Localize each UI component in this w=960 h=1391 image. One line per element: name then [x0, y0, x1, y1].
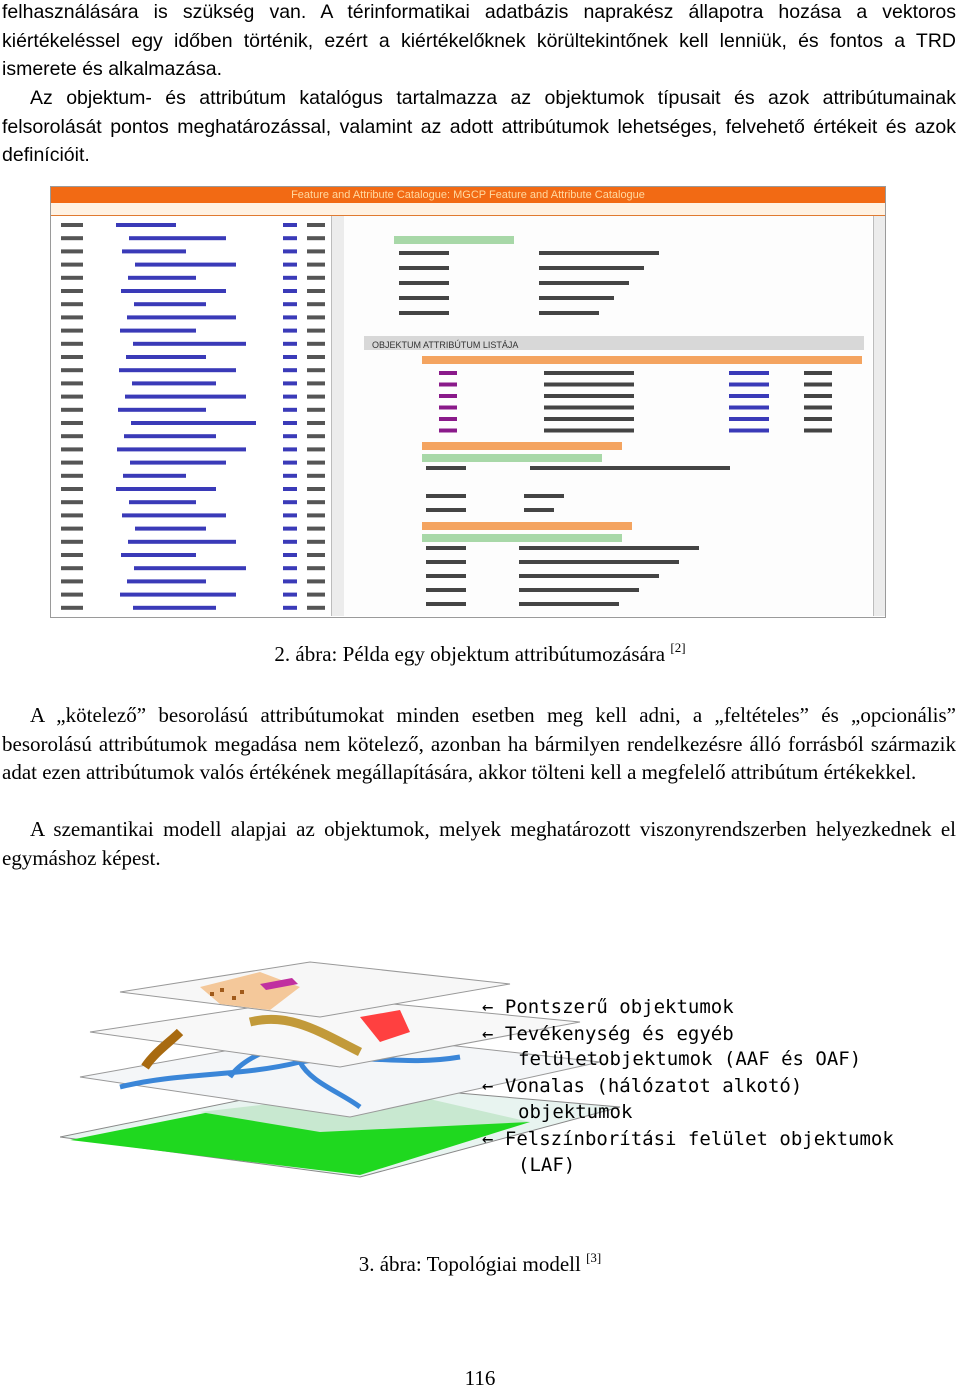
detail-label [426, 466, 466, 470]
catalogue-window-title: Feature and Attribute Catalogue: MGCP Feature and Attribute Catalogue [51, 187, 885, 203]
feature-list-row[interactable] [61, 527, 325, 531]
value-label [426, 546, 466, 550]
topology-labels [482, 996, 894, 1176]
attribute-row-unit [804, 383, 832, 387]
feature-list-row[interactable] [61, 500, 325, 504]
label-linear-objects-2: objektumok [518, 1101, 633, 1123]
detail-value [530, 466, 730, 470]
attribute-row-type [729, 429, 769, 433]
attribute-row-unit [804, 417, 832, 421]
value-label [426, 560, 466, 564]
attribute-row-code [439, 429, 457, 433]
paragraph-catalogue: Az objektum- és attribútum katalógus tartalmazza az objektumok típusait és azok attribútumainak felsorolását pontos meghatározással, valamint az adott attribútumok lehetséges, felvehető értékeit és azok definícióit. [2, 87, 956, 166]
attribute-row-unit [804, 406, 832, 410]
detail-label [426, 508, 466, 512]
figure-2-caption [0, 640, 960, 667]
figure-3-caption-text: 3. ábra: Topológiai modell [358, 1252, 581, 1276]
value-label [426, 588, 466, 592]
figure-3-caption [0, 1250, 960, 1277]
value-text [519, 560, 679, 564]
feature-list-row[interactable] [61, 249, 325, 253]
feature-list-row[interactable] [61, 593, 325, 597]
attribute-row-type [729, 394, 769, 398]
value-section-bar [422, 522, 632, 530]
attribute-row-code [439, 394, 457, 398]
paragraph-intro: felhasználására is szükség van. A térinformatikai adatbázis naprakész állapotra hozása a vektoros kiértékeléssel egy időben történik, ezért a kiértékelőknek körültekintőnek kell lenniük, és fontos a TRD ismerete és alkalmazása. [2, 1, 956, 80]
feature-list-row[interactable] [61, 355, 325, 359]
feature-header-bar [394, 236, 514, 244]
property-label [399, 281, 449, 285]
feature-list-row[interactable] [61, 434, 325, 438]
attribute-row-name [544, 383, 634, 387]
feature-list-row[interactable] [61, 461, 325, 465]
feature-list-row[interactable] [61, 381, 325, 385]
feature-list-row[interactable] [61, 606, 325, 610]
feature-list-row[interactable] [61, 289, 325, 293]
attribute-row-type [729, 417, 769, 421]
value-text [519, 588, 639, 592]
feature-list-row[interactable] [61, 329, 325, 333]
feature-list-row[interactable] [61, 408, 325, 412]
detail-value [524, 508, 554, 512]
value-header [422, 534, 622, 542]
feature-detail-content [344, 216, 872, 616]
feature-list-row[interactable] [61, 263, 325, 267]
feature-list-row[interactable] [61, 395, 325, 399]
feature-list-row[interactable] [61, 553, 325, 557]
value-text [519, 602, 619, 606]
feature-list-row[interactable] [61, 513, 325, 517]
attribute-row-code [439, 406, 457, 410]
attribute-row-unit [804, 429, 832, 433]
attribute-row-code [439, 383, 457, 387]
page-number: 116 [464, 1366, 496, 1390]
catalogue-screenshot [50, 186, 886, 618]
attribute-row-unit [804, 371, 832, 375]
label-linear-objects-1: ← Vonalas (hálózatot alkotó) [482, 1075, 803, 1097]
attribute-row-type [729, 371, 769, 375]
attribute-row-unit [804, 394, 832, 398]
point-layer [120, 962, 510, 1017]
attribute-list-heading: OBJEKTUM ATTRIBÚTUM LISTÁJA [372, 340, 519, 350]
value-label [426, 602, 466, 606]
feature-list-row[interactable] [61, 315, 325, 319]
attribute-table-header [422, 356, 862, 364]
feature-list-row[interactable] [61, 236, 325, 240]
label-activity-objects-2: felületobjektumok (AAF és OAF) [518, 1048, 862, 1070]
property-value [539, 251, 659, 255]
attribute-row-type [729, 383, 769, 387]
attribute-detail-header [422, 454, 602, 462]
feature-list-row[interactable] [61, 342, 325, 346]
topology-layers-illustration [60, 892, 922, 1248]
label-point-objects: ← Pontszerű objektumok [482, 996, 734, 1018]
label-landcover-objects-2: (LAF) [518, 1154, 576, 1176]
property-value [539, 311, 599, 315]
feature-list-row[interactable] [61, 579, 325, 583]
label-landcover-objects-1: ← Felszínborítási felület objektumok [482, 1128, 894, 1150]
value-text [519, 546, 699, 550]
feature-list-row[interactable] [61, 223, 325, 227]
feature-list-row[interactable] [61, 421, 325, 425]
attribute-detail-bar [422, 442, 622, 450]
figure-2-caption-ref: [2] [670, 640, 686, 655]
attribute-row-code [439, 371, 457, 375]
property-label [399, 251, 449, 255]
figure-3-caption-ref: [3] [586, 1250, 602, 1265]
figure-2-caption-text: 2. ábra: Példa egy objektum attribútumozására [274, 642, 666, 666]
feature-list-row[interactable] [61, 474, 325, 478]
attribute-row-name [544, 406, 634, 410]
feature-list-panel [51, 216, 332, 616]
attribute-row-name [544, 371, 634, 375]
label-activity-objects-1: ← Tevékenység és egyéb [482, 1023, 734, 1045]
feature-list-row[interactable] [61, 487, 325, 491]
property-value [539, 266, 644, 270]
attribute-row-type [729, 406, 769, 410]
topology-model-figure [60, 892, 922, 1248]
feature-list-row[interactable] [61, 276, 325, 280]
attribute-row-code [439, 417, 457, 421]
paragraph-mandatory: A „kötelező” besorolású attribútumokat minden esetben meg kell adni, a „feltételes” és „opcionális” besorolású attribútumok megadása nem kötelező, azonban ha bármilyen rendelkezésre álló forrásból származik adat ezen attribútumok valós értékének megállapítására, akkor tölteni kell a megfelelő attribútum értékekkel. [2, 703, 956, 784]
feature-list-row[interactable] [61, 566, 325, 570]
feature-list-row[interactable] [61, 540, 325, 544]
paragraph-semantic-model: A szemantikai modell alapjai az objektumok, melyek meghatározott viszonyrendszerben helyezkednek el egymáshoz képest. [2, 817, 956, 870]
feature-list-row[interactable] [61, 447, 325, 451]
attribute-row-name [544, 429, 634, 433]
feature-list-scrollbar[interactable] [331, 216, 344, 616]
feature-detail-scrollbar[interactable] [873, 216, 886, 616]
feature-list-rows [51, 216, 331, 616]
property-label [399, 311, 449, 315]
property-value [539, 281, 629, 285]
detail-value [524, 494, 564, 498]
property-value [539, 296, 614, 300]
property-label [399, 266, 449, 270]
feature-list-row[interactable] [61, 302, 325, 306]
feature-list-row[interactable] [61, 368, 325, 372]
property-label [399, 296, 449, 300]
attribute-row-name [544, 417, 634, 421]
value-label [426, 574, 466, 578]
attribute-row-name [544, 394, 634, 398]
feature-detail-panel [344, 216, 872, 616]
catalogue-menu-bar [51, 203, 885, 216]
value-text [519, 574, 659, 578]
detail-label [426, 494, 466, 498]
